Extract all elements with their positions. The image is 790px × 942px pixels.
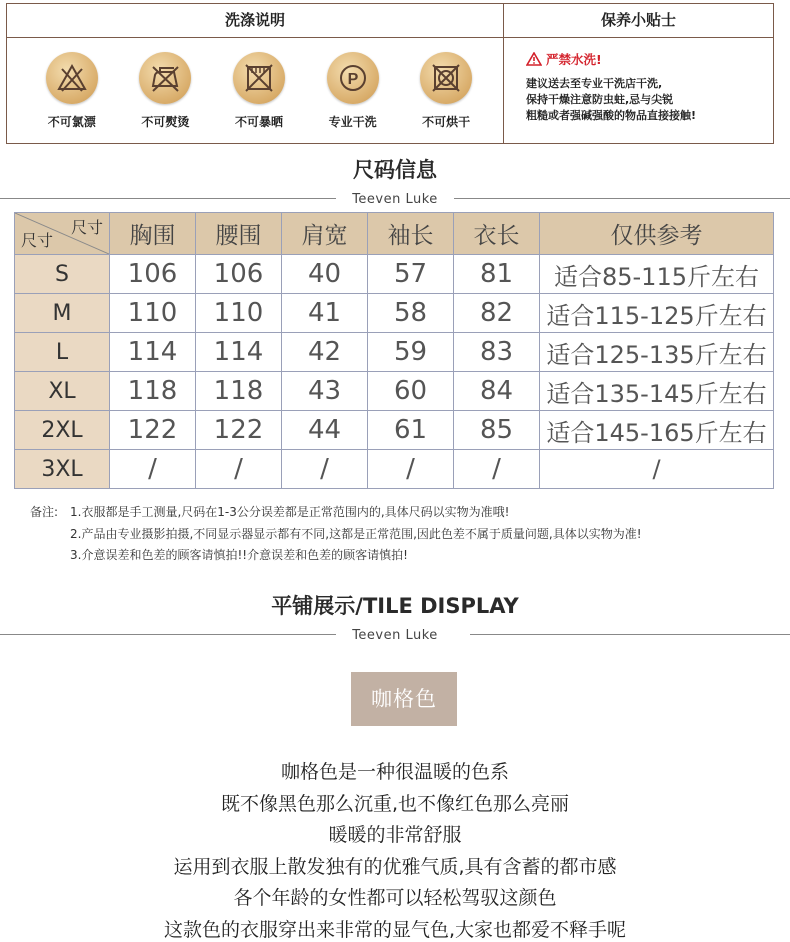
table-cell: 82	[454, 294, 540, 333]
description-line: 运用到衣服上散发独有的优雅气质,具有含蓄的都市感	[173, 855, 617, 878]
size-table-header-row	[15, 213, 774, 255]
care-item-no-iron: 不可熨烫	[125, 52, 205, 130]
no-wash-warning	[526, 50, 773, 68]
table-cell: /	[282, 450, 368, 489]
column-header: 仅供参考	[540, 213, 774, 255]
table-cell: 84	[454, 372, 540, 411]
table-cell: 57	[368, 255, 454, 294]
table-cell: 118	[196, 372, 282, 411]
weight-reference: /	[540, 450, 774, 489]
table-row	[15, 333, 774, 372]
size-section-subtitle: Teeven Luke	[336, 192, 454, 207]
table-cell: /	[454, 450, 540, 489]
professional-dry-clean-icon	[327, 52, 379, 104]
notes-prefix: 备注:	[30, 505, 59, 519]
table-cell: 59	[368, 333, 454, 372]
table-cell: 106	[110, 255, 196, 294]
table-row	[15, 255, 774, 294]
notes	[30, 502, 642, 567]
no-bleach-icon	[46, 52, 98, 104]
table-cell: 61	[368, 411, 454, 450]
divider-line	[410, 198, 790, 199]
table-cell: 118	[110, 372, 196, 411]
tile-section-header	[0, 590, 790, 644]
description-line: 咖格色是一种很温暖的色系	[280, 761, 509, 783]
color-description	[0, 757, 790, 942]
size-label: L	[15, 333, 110, 372]
divider-line	[0, 634, 370, 635]
warning-text: 严禁水洗!	[546, 52, 602, 67]
tile-section-title: 平铺展示/TILE DISPLAY	[271, 594, 519, 618]
table-cell: 114	[196, 333, 282, 372]
size-label: 2XL	[15, 411, 110, 450]
table-cell: /	[196, 450, 282, 489]
table-cell: 58	[368, 294, 454, 333]
divider-line	[0, 198, 380, 199]
care-tips-title: 保养小贴士	[504, 4, 773, 38]
care-item-no-bleach: 不可氯漂	[32, 52, 112, 130]
table-cell: 83	[454, 333, 540, 372]
column-header: 胸围	[110, 213, 196, 255]
note-line: 2.产品由专业摄影拍摄,不同显示器显示都有不同,这都是正常范围,因此色差不属于质量问题,具体以实物为准!	[70, 526, 642, 541]
no-sun-dry-icon	[233, 52, 285, 104]
weight-reference: 适合115-125斤左右	[540, 294, 774, 333]
table-row	[15, 411, 774, 450]
weight-reference: 适合145-165斤左右	[540, 411, 774, 450]
note-line: 1.衣服都是手工测量,尺码在1-3公分误差都是正常范围内的,具体尺码以实物为准哦!	[70, 505, 510, 519]
care-tips-text: 建议送去至专业干洗店干洗, 保持干燥注意防虫蛀,忌与尖锐 粗糙或者强碱强酸的物品直接接触!	[526, 77, 697, 122]
size-section-header	[0, 154, 790, 208]
table-cell: 43	[282, 372, 368, 411]
description-line: 既不像黑色那么沉重,也不像红色那么亮丽	[220, 792, 570, 815]
care-item-no-tumble-dry: 不可烘干	[406, 52, 486, 130]
table-cell: 110	[110, 294, 196, 333]
note-line: 3.介意误差和色差的顾客请慎拍!!介意误差和色差的顾客请慎拍!	[70, 548, 408, 562]
table-cell: 122	[110, 411, 196, 450]
table-cell: /	[110, 450, 196, 489]
table-cell: 106	[196, 255, 282, 294]
no-tumble-dry-icon	[420, 52, 472, 104]
table-cell: 40	[282, 255, 368, 294]
table-row	[15, 372, 774, 411]
care-tips	[504, 4, 773, 143]
size-label: S	[15, 255, 110, 294]
table-cell: 114	[110, 333, 196, 372]
size-label: M	[15, 294, 110, 333]
size-table	[14, 212, 774, 489]
care-item-dry-clean: P 专业干洗	[313, 52, 393, 130]
size-table-corner: 尺寸 尺寸	[15, 213, 110, 255]
color-swatch: 咖格色	[351, 672, 457, 726]
description-line: 各个年龄的女性都可以轻松驾驭这颜色	[233, 887, 557, 909]
table-cell: /	[368, 450, 454, 489]
table-row	[15, 450, 774, 489]
table-cell: 42	[282, 333, 368, 372]
column-header: 腰围	[196, 213, 282, 255]
washing-instructions-title: 洗涤说明	[7, 4, 503, 38]
table-cell: 44	[282, 411, 368, 450]
size-section-title: 尺码信息	[353, 158, 437, 182]
table-cell: 60	[368, 372, 454, 411]
care-item-no-sun-dry: 不可暴晒	[219, 52, 299, 130]
table-cell: 41	[282, 294, 368, 333]
size-label: 3XL	[15, 450, 110, 489]
weight-reference: 适合135-145斤左右	[540, 372, 774, 411]
svg-text:P: P	[347, 71, 358, 88]
care-instructions-box	[6, 3, 774, 144]
divider-line	[470, 634, 790, 635]
column-header: 袖长	[368, 213, 454, 255]
table-row	[15, 294, 774, 333]
table-cell: 122	[196, 411, 282, 450]
description-line: 暖暖的非常舒服	[328, 824, 462, 846]
size-label: XL	[15, 372, 110, 411]
weight-reference: 适合85-115斤左右	[540, 255, 774, 294]
table-cell: 85	[454, 411, 540, 450]
care-icons-row	[7, 38, 503, 130]
weight-reference: 适合125-135斤左右	[540, 333, 774, 372]
no-iron-icon	[139, 52, 191, 104]
table-cell: 110	[196, 294, 282, 333]
warning-icon	[526, 52, 542, 66]
table-cell: 81	[454, 255, 540, 294]
column-header: 肩宽	[282, 213, 368, 255]
washing-instructions	[7, 4, 504, 143]
column-header: 衣长	[454, 213, 540, 255]
description-line: 这款色的衣服穿出来非常的显气色,大家也都爱不释手呢	[163, 918, 627, 941]
tile-section-subtitle: Teeven Luke	[336, 628, 454, 643]
